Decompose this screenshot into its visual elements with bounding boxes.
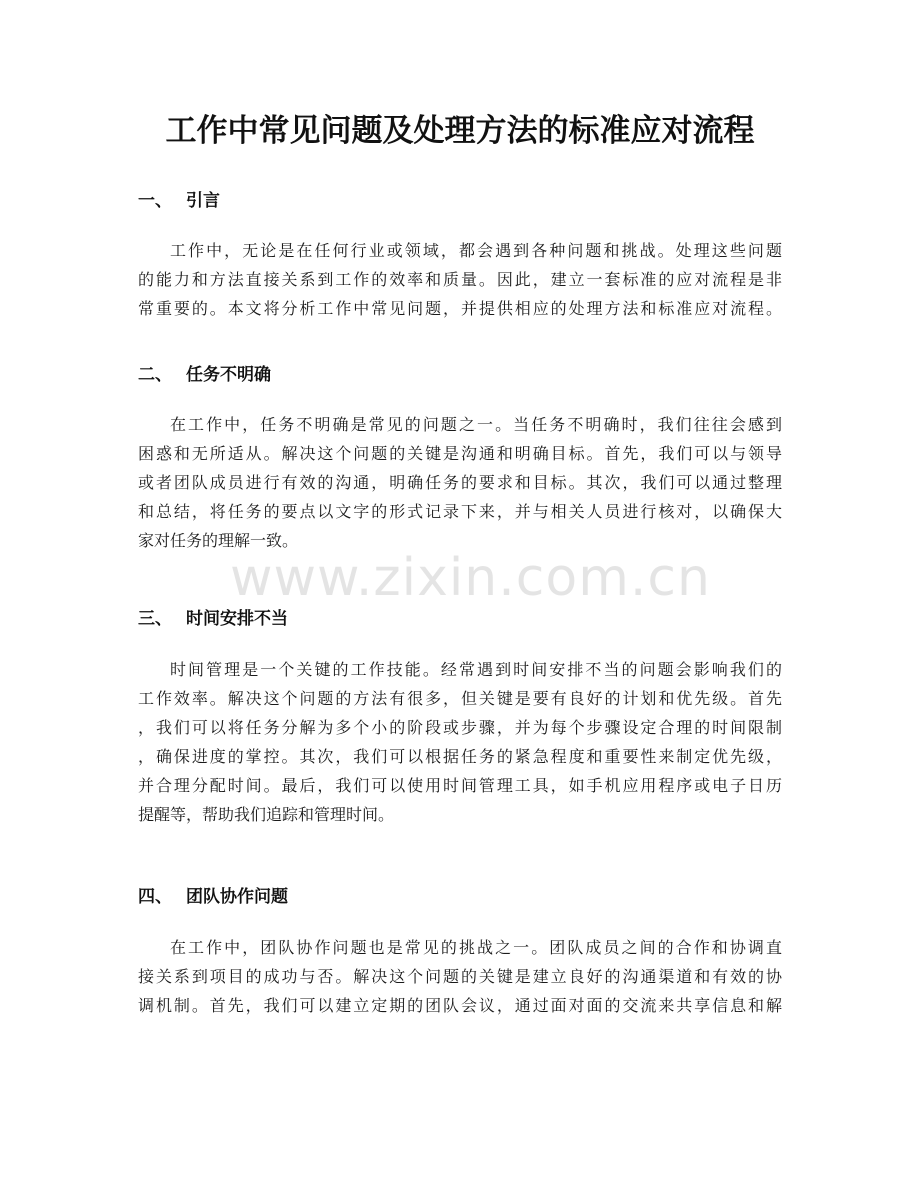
section-number: 三、 — [138, 609, 172, 629]
section-number: 二、 — [138, 365, 172, 385]
paragraph-line: 提醒等，帮助我们追踪和管理时间。 — [138, 805, 395, 824]
section-heading-teamwork — [138, 885, 288, 909]
section-title: 时间安排不当 — [186, 609, 288, 629]
document-title: 工作中常见问题及处理方法的标准应对流程 — [165, 113, 755, 149]
section-title: 任务不明确 — [186, 365, 271, 385]
paragraph-line: 接关系到项目的成功与否。解决这个问题的关键是建立良好的沟通渠道和有效的协 — [138, 967, 782, 986]
paragraph-line: 在工作中，团队协作问题也是常见的挑战之一。团队成员之间的合作和协调直 — [170, 938, 782, 957]
paragraph-intro — [138, 236, 782, 323]
paragraph-line: 困惑和无所适从。解决这个问题的关键是沟通和明确目标。首先，我们可以与领导 — [138, 444, 782, 463]
paragraph-unclear-task — [138, 410, 782, 555]
paragraph-line: 或者团队成员进行有效的沟通，明确任务的要求和目标。其次，我们可以通过整理 — [138, 473, 782, 492]
paragraph-line: 的能力和方法直接关系到工作的效率和质量。因此，建立一套标准的应对流程是非 — [138, 270, 782, 289]
watermark-text: www.zixin.com.cn — [230, 548, 711, 608]
section-number: 一、 — [138, 191, 172, 211]
section-title: 引言 — [186, 191, 220, 211]
paragraph-line: 工作效率。解决这个问题的方法有很多，但关键是要有良好的计划和优先级。首先 — [138, 689, 782, 708]
paragraph-line: ，确保进度的掌控。其次，我们可以根据任务的紧急程度和重要性来制定优先级， — [138, 747, 782, 766]
paragraph-line: 调机制。首先，我们可以建立定期的团队会议，通过面对面的交流来共享信息和解 — [138, 996, 782, 1015]
paragraph-line: ，我们可以将任务分解为多个小的阶段或步骤，并为每个步骤设定合理的时间限制 — [138, 718, 782, 737]
section-heading-intro — [138, 189, 220, 213]
paragraph-line: 常重要的。本文将分析工作中常见问题，并提供相应的处理方法和标准应对流程。 — [138, 299, 782, 318]
section-heading-time-management — [138, 607, 288, 631]
paragraph-line: 家对任务的理解一致。 — [138, 531, 299, 550]
paragraph-line: 在工作中，任务不明确是常见的问题之一。当任务不明确时，我们往往会感到 — [170, 415, 782, 434]
paragraph-time-management — [138, 655, 782, 829]
paragraph-line: 工作中，无论是在任何行业或领域，都会遇到各种问题和挑战。处理这些问题 — [170, 241, 782, 260]
section-heading-unclear-task — [138, 363, 271, 387]
paragraph-teamwork — [138, 933, 782, 1020]
paragraph-line: 时间管理是一个关键的工作技能。经常遇到时间安排不当的问题会影响我们的 — [170, 660, 782, 679]
paragraph-line: 和总结，将任务的要点以文字的形式记录下来，并与相关人员进行核对，以确保大 — [138, 502, 782, 521]
section-title: 团队协作问题 — [186, 887, 288, 907]
section-number: 四、 — [138, 887, 172, 907]
paragraph-line: 并合理分配时间。最后，我们可以使用时间管理工具，如手机应用程序或电子日历 — [138, 776, 782, 795]
